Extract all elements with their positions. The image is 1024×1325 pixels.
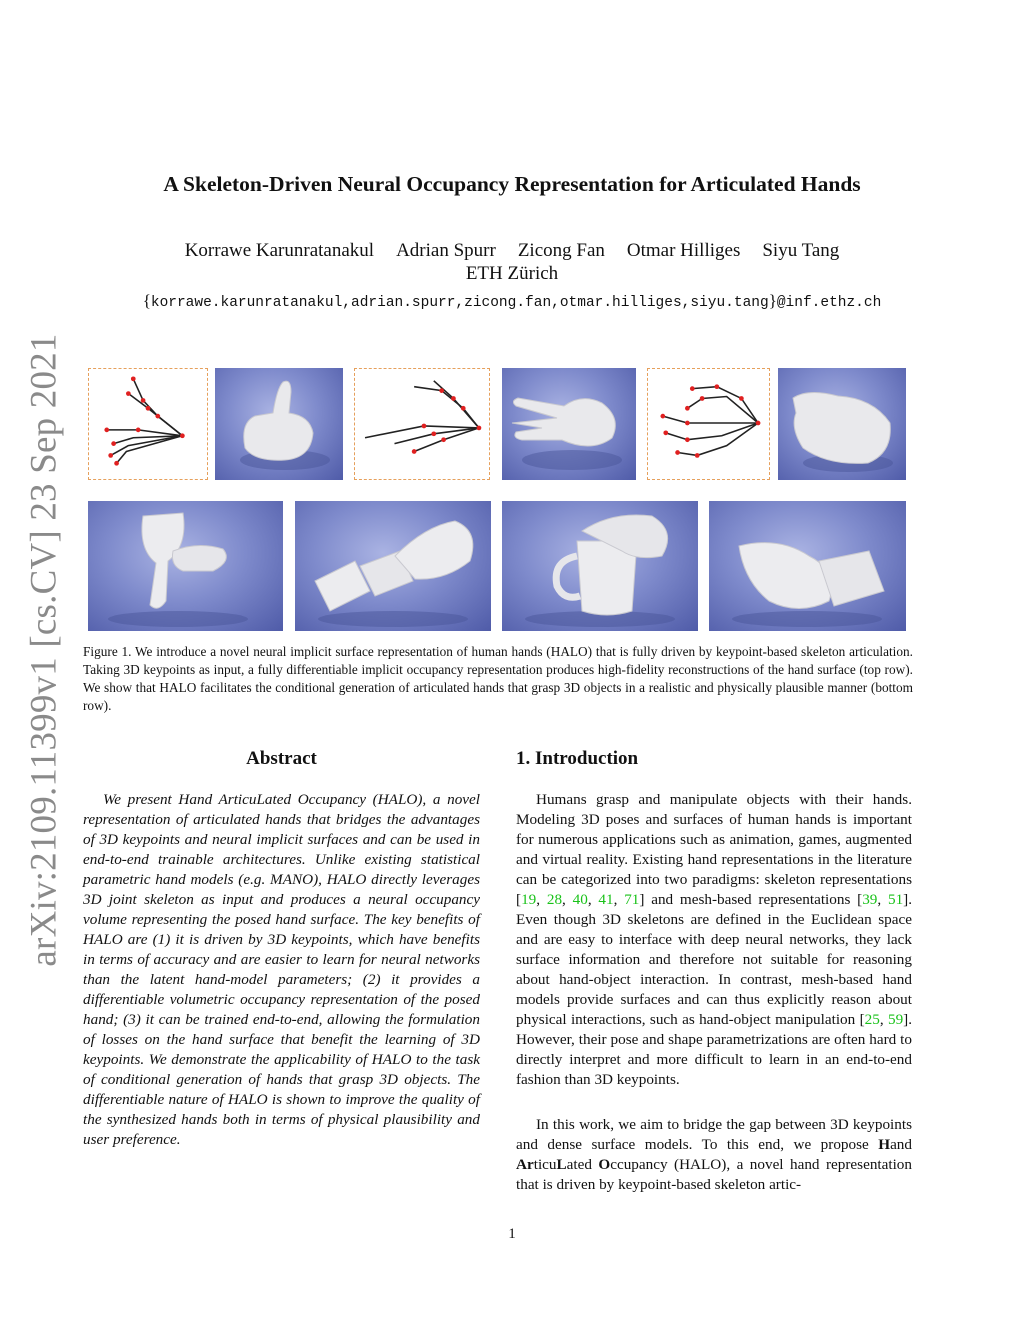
hand-render-peace-sign: [502, 368, 636, 480]
abstract-body: We present Hand ArticuLated Occupancy (HALO), a novel representation of articulated hands that bridges the advantages of 3D keypoints and neural implicit surfaces and can be used in end-to-end trainable architectures. Unlike existing statistical parametric hand models (e.g. MANO), HALO directly leverages 3D joint skeleton as input and produces a neural occupancy volume representing the posed hand surface. The key benefits of HALO are (1) it is driven by 3D keypoints, which have benefits in terms of accuracy and are easier to learn for neural networks than the latent hand-model parameters; (2) it provides a differentiable volumetric occupancy representation of the posed hand; (3) it can be trained end-to-end, allowing the formulation of losses on the hand surface that benefit the learning of 3D keypoints. We demonstrate the applicability of HALO to the task of conditional generation of hands that grasp 3D objects. The differentiable nature of HALO is shown to improve the quality of the synthesized hands both in terms of physical plausibility and user preference.: [83, 791, 480, 1148]
arxiv-stamp: arXiv:2109.11399v1 [cs.CV] 23 Sep 2021: [23, 333, 65, 967]
hand-grasp-mug: [502, 501, 698, 631]
citation-link[interactable]: 25: [864, 1011, 880, 1028]
citation-link[interactable]: 51: [887, 891, 904, 908]
skeleton-panel: [88, 368, 208, 480]
author: Korrawe Karunratanakul: [184, 240, 375, 261]
author: Siyu Tang: [762, 240, 840, 261]
skeleton-panel: [647, 368, 770, 480]
affiliation: ETH Zürich: [465, 263, 559, 284]
citation-link[interactable]: 71: [624, 891, 640, 908]
hand-render-grasp-pose: [778, 368, 906, 480]
author: Adrian Spurr: [396, 240, 496, 261]
author-emails: {korrawe.karunratanakul,adrian.spurr,zicong.fan,otmar.hilliges,siyu.tang}@inf.ethz.ch: [142, 291, 882, 311]
author: Otmar Hilliges: [626, 240, 741, 261]
citation-link[interactable]: 28: [546, 891, 563, 908]
abstract-heading: Abstract: [246, 748, 317, 769]
hand-render-thumbs-up: [215, 368, 343, 480]
citation-link[interactable]: 59: [887, 1011, 904, 1028]
skeleton-panel: [354, 368, 490, 480]
paper-title: A Skeleton-Driven Neural Occupancy Representation for Articulated Hands: [163, 172, 861, 196]
hand-grasp-wine-glass: [88, 501, 283, 631]
citation-link[interactable]: 40: [572, 891, 588, 908]
page-number: 1: [508, 1226, 516, 1242]
introduction-heading: 1. Introduction: [516, 748, 639, 769]
hand-grasp-box: [709, 501, 906, 631]
author-list: [0, 240, 1024, 262]
citation-link[interactable]: 41: [598, 891, 614, 908]
hand-grasp-binoculars: [295, 501, 491, 631]
author: Zicong Fan: [517, 240, 605, 261]
citation-link[interactable]: 39: [862, 891, 878, 908]
figure-caption: Figure 1. We introduce a novel neural implicit surface representation of human hands (HALO) that is fully driven by keypoint-based skeleton articulation. Taking 3D keypoints as input, a fully differentiable implicit occupancy representation produces high-fidelity reconstructions of the hand surface (top row). We show that HALO facilitates the conditional generation of articulated hands that grasp 3D objects in a realistic and physically plausible manner (bottom row).: [83, 644, 913, 713]
introduction-paragraph: Humans grasp and manipulate objects with their hands. Modeling 3D poses and surfaces of human hands is important for numerous applications such as animation, games, augmented and virtual reality. Existing hand representations in the literature can be categorized into two paradigms: skeleton representations [19, 28, 40, 41, 71] and mesh-based representations [39, 51]. Even though 3D skeletons are defined in the Euclidean space and are easy to interface with deep neural networks, they lack surface information and therefore not suitable for reasoning about hand-object interaction. In contrast, mesh-based hand models provide surfaces and can thus explicitly reason about physical interactions, such as hand-object manipulation [25, 59]. However, their pose and shape parametrizations are often hard to directly interpret and more difficult to learn in an end-to-end fashion than 3D keypoints.: [516, 791, 913, 1088]
citation-link[interactable]: 19: [521, 891, 537, 908]
introduction-paragraph: In this work, we aim to bridge the gap between 3D keypoints and dense surface models. To this end, we propose Hand ArticuLated Occupancy (HALO), a novel hand representation that is driven by keypoint-based skeleton artic-: [516, 1116, 912, 1193]
